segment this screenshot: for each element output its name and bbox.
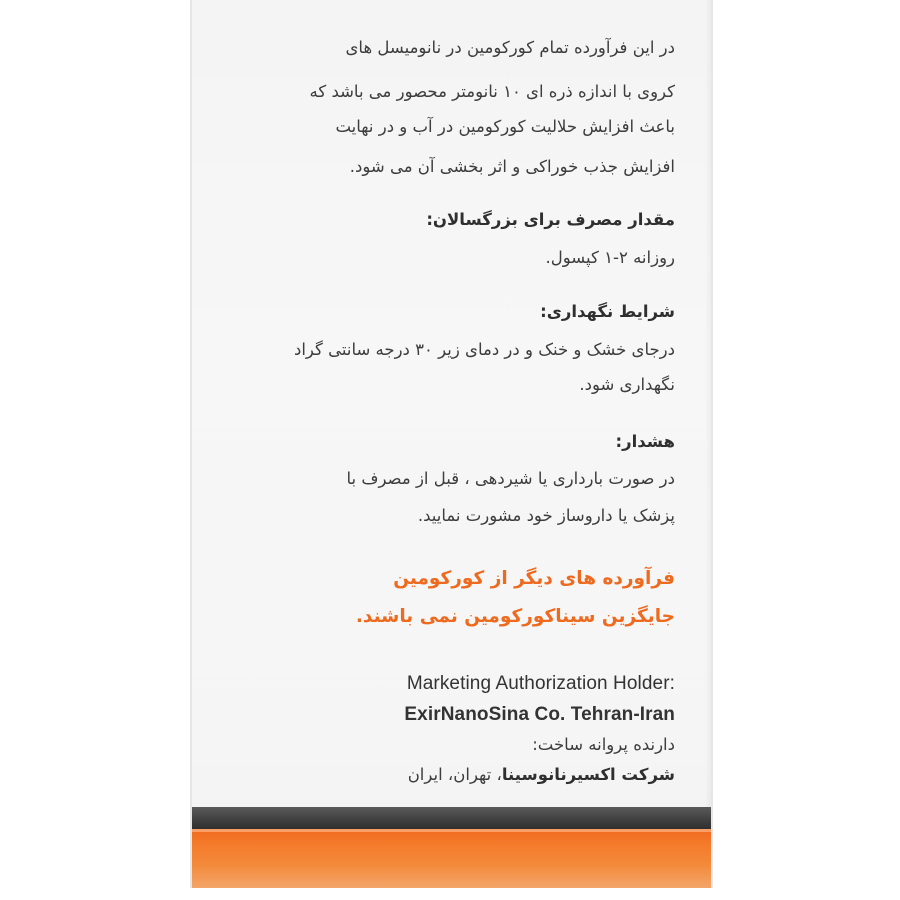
- box-edge-shadow: [705, 0, 711, 888]
- holder-company-fa-row: [408, 765, 675, 784]
- product-box-panel: [190, 0, 713, 888]
- holder-label-en: Marketing Authorization Holder:: [406, 673, 675, 694]
- intro-line-3: باعث افزایش حلالیت کورکومین در آب و در نهایت: [335, 117, 675, 136]
- notice-line-2: جایگزین سیناکورکومین نمی باشند.: [355, 606, 675, 627]
- notice-line-1: فرآورده های دیگر از کورکومین: [393, 568, 675, 589]
- storage-heading: شرایط نگهداری:: [540, 302, 675, 321]
- intro-line-4: افزایش جذب خوراکی و اثر بخشی آن می شود.: [349, 157, 675, 176]
- dosage-heading: مقدار مصرف برای بزرگسالان:: [426, 210, 675, 229]
- intro-line-2: کروی با اندازه ذره ای ۱۰ نانومتر محصور می باشد که: [309, 82, 675, 101]
- intro-line-1: در این فرآورده تمام کورکومین در نانومیسل های: [345, 38, 675, 57]
- holder-label-fa: دارنده پروانه ساخت:: [532, 735, 675, 754]
- orange-stripe-highlight: [192, 829, 711, 832]
- warning-line-2: پزشک یا داروساز خود مشورت نمایید.: [417, 506, 675, 525]
- storage-line-2: نگهداری شود.: [579, 375, 675, 394]
- warning-heading: هشدار:: [615, 432, 675, 451]
- warning-line-1: در صورت بارداری یا شیردهی ، قبل از مصرف با: [346, 469, 675, 488]
- dosage-text: روزانه ۲-۱ کپسول.: [545, 248, 675, 267]
- holder-company-fa: شرکت اکسیرنانوسینا: [501, 765, 675, 784]
- holder-city-fa: ، تهران، ایران: [407, 765, 502, 784]
- holder-company-en: ExirNanoSina Co. Tehran-Iran: [404, 704, 675, 725]
- storage-line-1: درجای خشک و خنک و در دمای زیر ۳۰ درجه سانتی گراد: [293, 340, 675, 359]
- orange-stripe: [192, 829, 711, 888]
- dark-stripe: [192, 807, 711, 829]
